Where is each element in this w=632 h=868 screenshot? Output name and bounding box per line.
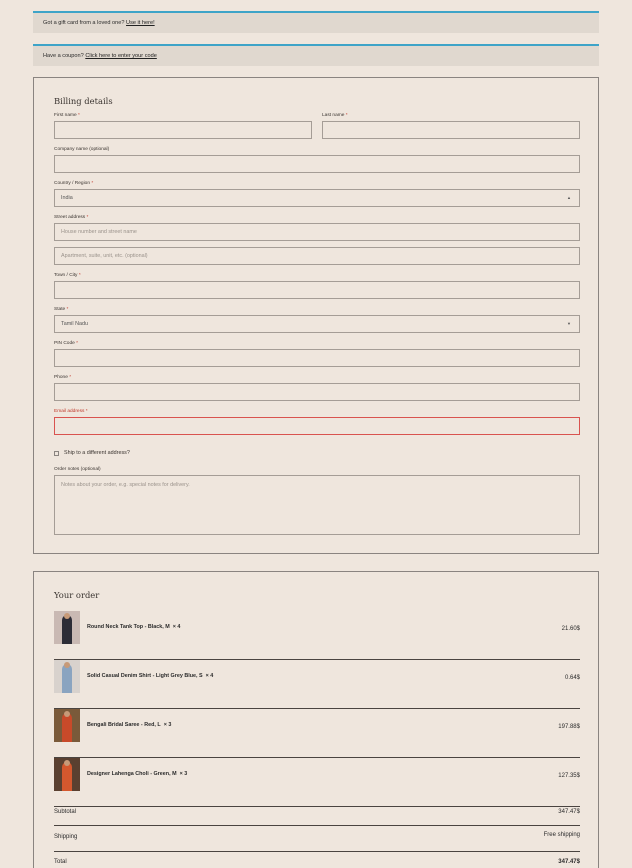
shipping-label: Shipping [54, 834, 78, 840]
subtotal-value: 347.47$ [558, 809, 580, 815]
total-value: 347.47$ [558, 859, 580, 865]
product-price: 197.88$ [558, 724, 580, 730]
product-thumbnail [54, 758, 80, 791]
order-item [54, 709, 580, 758]
pin-label: PIN Code * [54, 341, 79, 346]
subtotal-row [54, 809, 580, 826]
product-name: Bengali Bridal Saree - Red, L × 3 [87, 722, 172, 728]
order-item [54, 611, 580, 660]
product-price: 127.35$ [558, 773, 580, 779]
country-select[interactable]: India ▲ [54, 189, 580, 207]
phone-input[interactable] [54, 383, 580, 401]
street-label: Street address * [54, 215, 89, 220]
order-item [54, 758, 580, 807]
product-price: 0.64$ [564, 675, 580, 681]
your-order-panel [33, 571, 599, 868]
gift-card-text: Got a gift card from a loved one? [43, 20, 125, 26]
last-name-input[interactable] [322, 121, 580, 139]
pin-input[interactable] [54, 349, 580, 367]
state-label: State * [54, 307, 69, 312]
gift-card-notice [33, 11, 599, 33]
product-name: Round Neck Tank Top - Black, M × 4 [87, 624, 181, 630]
subtotal-label: Subtotal [54, 809, 77, 815]
product-price: 21.60$ [561, 626, 580, 632]
first-name-input[interactable] [54, 121, 312, 139]
product-name: Solid Casual Denim Shirt - Light Grey Blue, S × 4 [87, 673, 214, 679]
chevron-down-icon: ▼ [567, 321, 571, 326]
shipping-value: Free shipping [543, 832, 580, 838]
town-label: Town / City * [54, 273, 81, 278]
coupon-text: Have a coupon? [43, 53, 84, 59]
billing-title: Billing details [54, 96, 113, 106]
email-label: Email address * [54, 409, 88, 414]
street-input-2[interactable]: Apartment, suite, unit, etc. (optional) [54, 247, 580, 265]
product-thumbnail [54, 709, 80, 742]
ship-different-checkbox[interactable] [54, 451, 59, 456]
total-label: Total [54, 859, 67, 865]
coupon-link[interactable]: Click here to enter your code [85, 53, 157, 59]
street-input[interactable]: House number and street name [54, 223, 580, 241]
billing-details-panel [33, 77, 599, 554]
order-notes-textarea[interactable]: Notes about your order, e.g. special notes for delivery. [54, 475, 580, 535]
product-thumbnail [54, 611, 80, 644]
town-input[interactable] [54, 281, 580, 299]
coupon-notice [33, 44, 599, 66]
order-notes-label: Order notes (optional) [54, 467, 101, 472]
company-label: Company name (optional) [54, 147, 110, 152]
email-input[interactable] [54, 417, 580, 435]
country-label: Country / Region * [54, 181, 94, 186]
product-thumbnail [54, 660, 80, 693]
first-name-label: First name * [54, 113, 80, 118]
chevron-up-icon: ▲ [567, 195, 571, 200]
state-select[interactable]: Tamil Nadu ▼ [54, 315, 580, 333]
ship-different-label[interactable]: Ship to a different address? [64, 450, 130, 456]
total-row [54, 859, 580, 868]
last-name-label: Last name * [322, 113, 348, 118]
order-title: Your order [54, 590, 100, 600]
product-name: Designer Lahenga Choli - Green, M × 3 [87, 771, 188, 777]
phone-label: Phone * [54, 375, 72, 380]
shipping-row [54, 834, 580, 852]
gift-card-link[interactable]: Use it here! [126, 20, 155, 26]
company-input[interactable] [54, 155, 580, 173]
order-item [54, 660, 580, 709]
